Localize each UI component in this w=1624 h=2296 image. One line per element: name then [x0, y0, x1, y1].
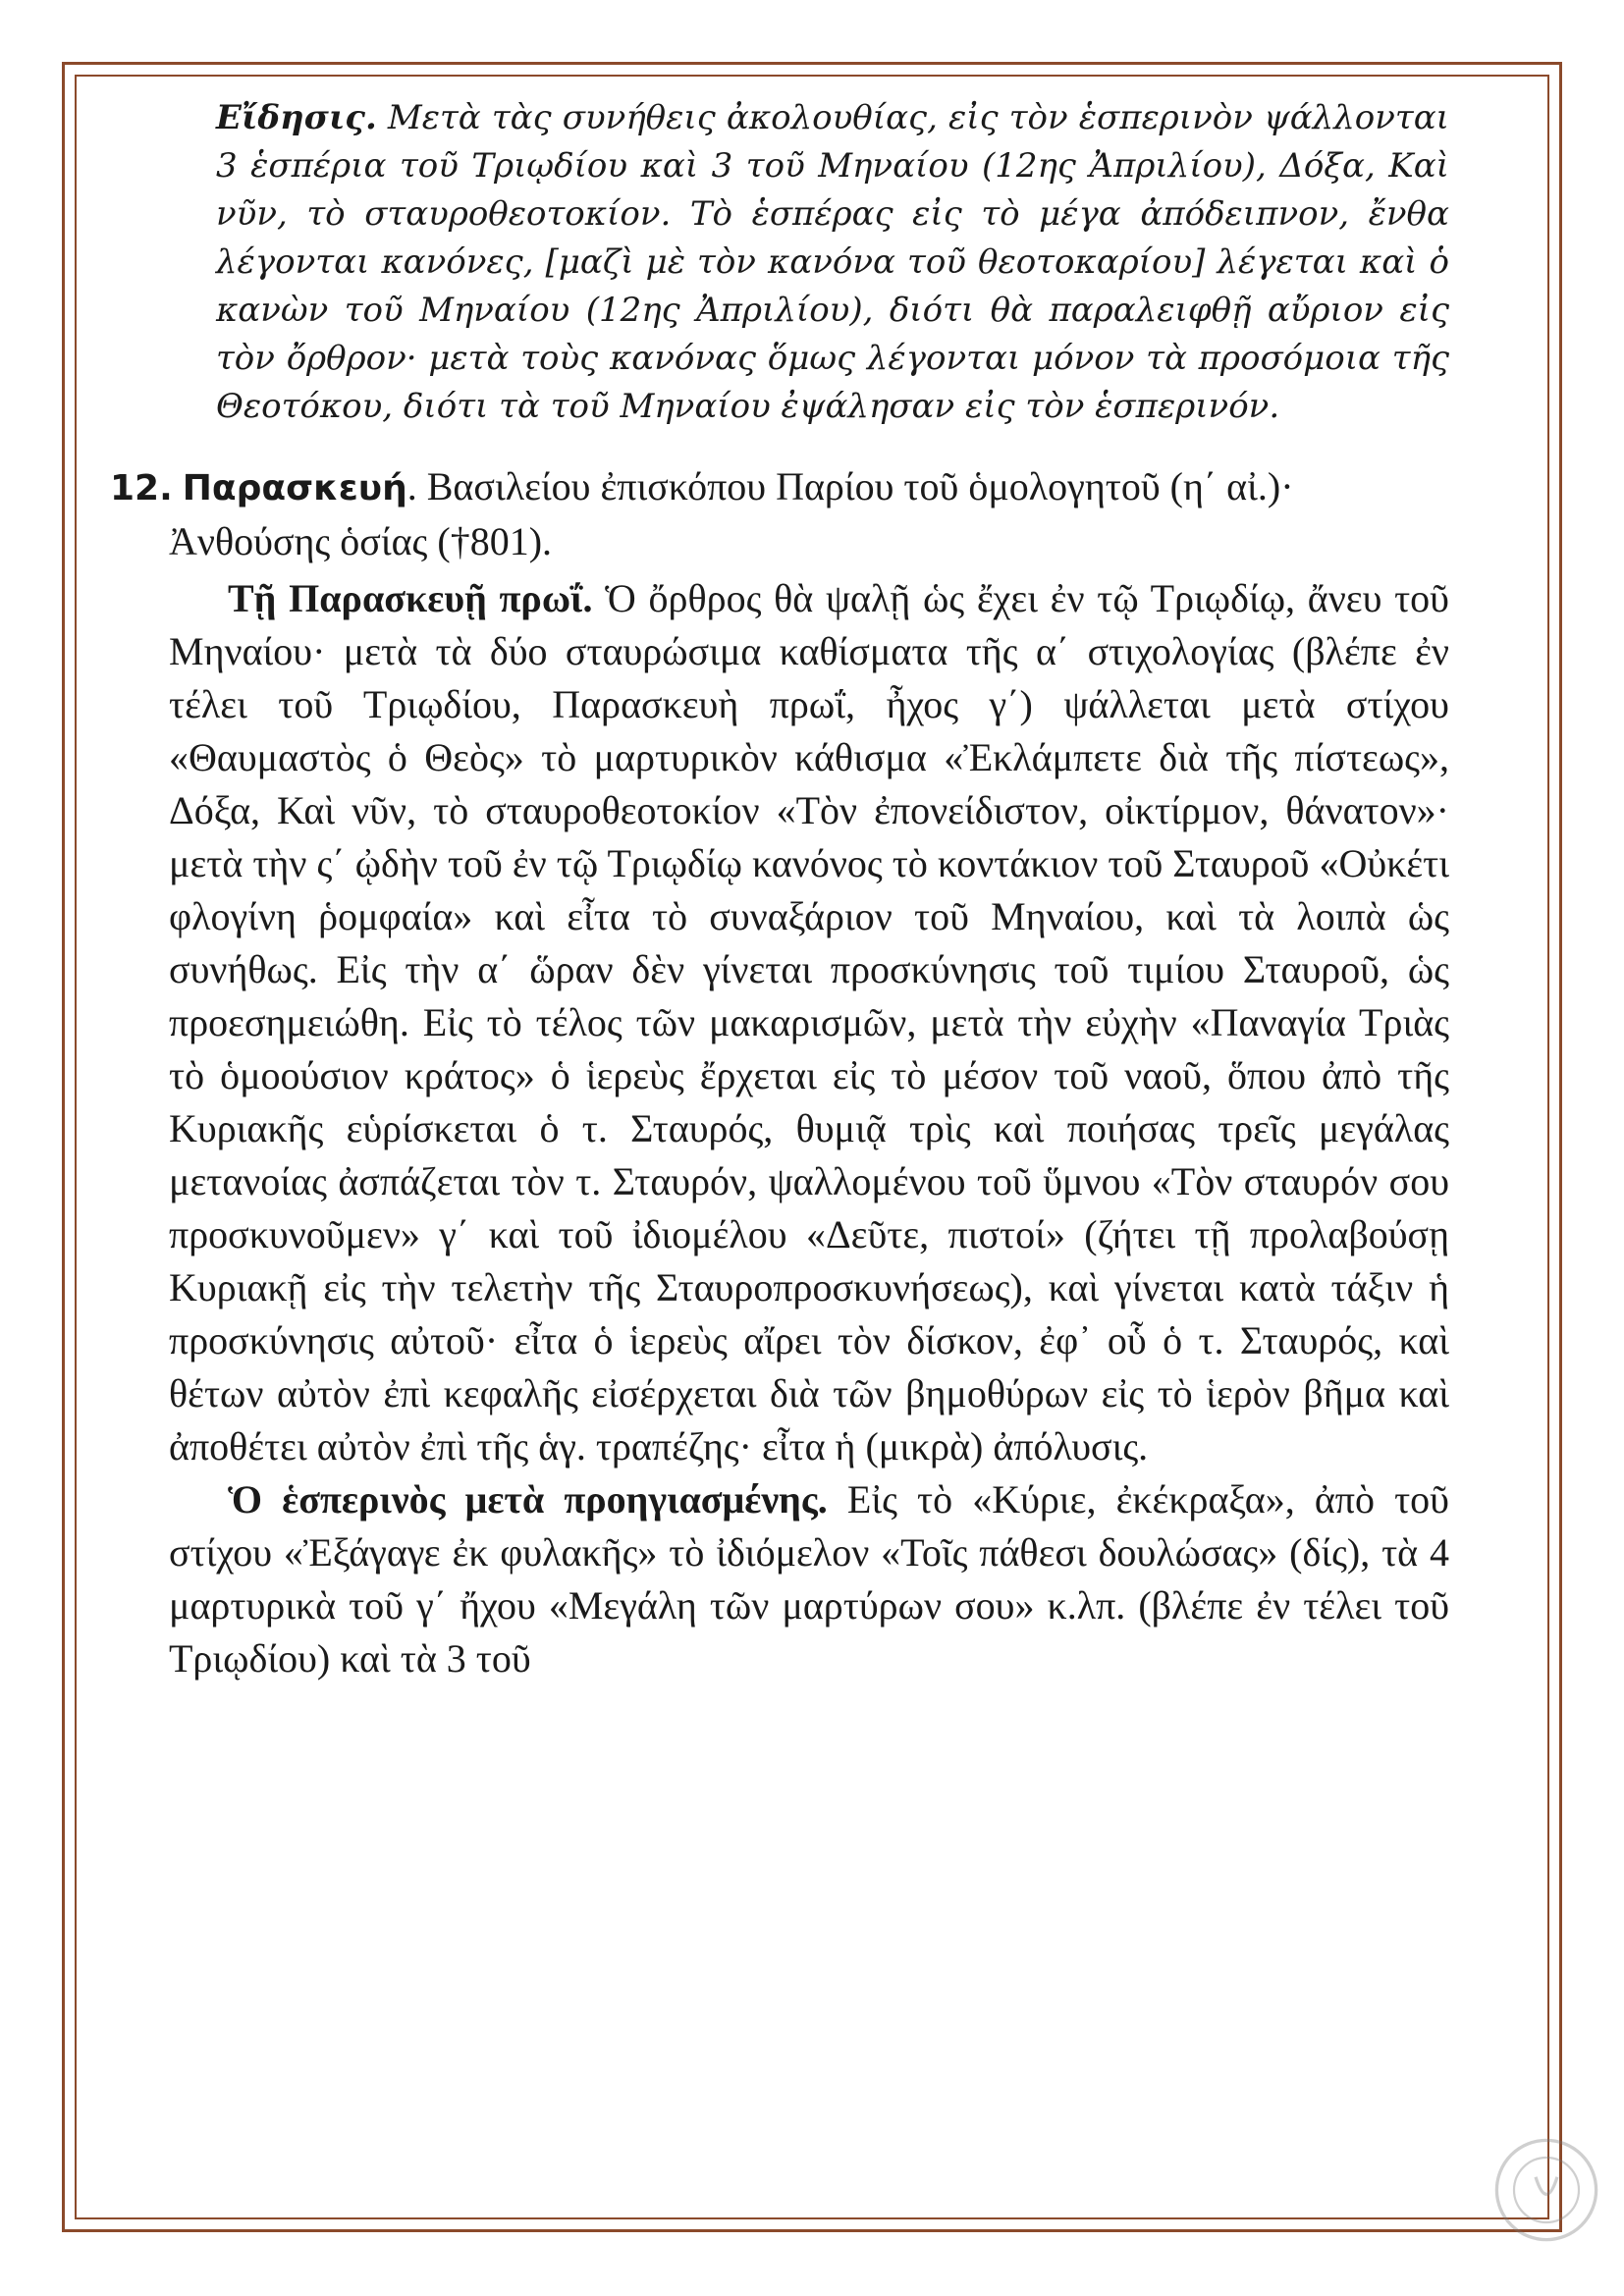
entry-heading [110, 460, 1449, 568]
notice-text: Μετὰ τὰς συνήθεις ἀκολουθίας, εἰς τὸν ἑσπερινὸν ψάλλονται 3 ἑσπέρια τοῦ Τριῳδίου καὶ 3 τοῦ Μηναίου (12ης Ἀπριλίου), Δόξα, Καὶ νῦν, τὸ σταυροθεοτοκίον. Τὸ ἑσπέρας εἰς τὸ μέγα ἀπόδειπνον, ἔνθα λέγονται κανόνες, [μαζὶ μὲ τὸν κανόνα τοῦ θεοτοκαρίου] λέγεται καὶ ὁ κανὼν τοῦ Μηναίου (12ης Ἀπριλίου), διότι θὰ παραλειφθῇ αὔριον εἰς τὸν ὄρθρον· μετὰ τοὺς κανόνας ὅμως λέγονται μόνον τὰ προσόμοια τῆς Θεοτόκου, διότι τὰ τοῦ Μηναίου ἐψάλησαν εἰς τὸν ἑσπερινόν. [216, 98, 1449, 426]
vespers-text: Εἰς τὸ «Κύριε, ἐκέκραξα», ἀπὸ τοῦ στίχου «Ἐξάγαγε ἐκ φυλακῆς» τὸ ἰδιόμελον «Τοῖς πάθεσι δουλώσας» (δίς), τὰ 4 μαρτυρικὰ τοῦ γ΄ ἤχου «Μεγάλη τῶν μαρτύρων σου» κ.λπ. (βλέπε ἐν τέλει τοῦ Τριῳδίου) καὶ τὰ 3 τοῦ [169, 1477, 1449, 1681]
vespers-paragraph [169, 1473, 1449, 1685]
stamp-seal-icon [1492, 2136, 1600, 2244]
entry-number: 12. [110, 468, 173, 508]
orthros-lead: Τῇ Παρασκευῇ πρωΐ. [228, 576, 593, 620]
orthros-paragraph [169, 572, 1449, 1473]
entry-day: Παρασκευή [182, 468, 407, 508]
page-content [110, 94, 1449, 1685]
entry-text: . Βασιλείου ἐπισκόπου Παρίου τοῦ ὁμολογητοῦ (η΄ αἰ.)· Ἀνθούσης ὁσίας (†801). [169, 464, 1294, 563]
vespers-lead: Ὁ ἑσπερινὸς μετὰ προηγιασμένης. [228, 1477, 828, 1522]
notice-paragraph [216, 94, 1449, 431]
orthros-text: Ὁ ὄρθρος θὰ ψαλῇ ὡς ἔχει ἐν τῷ Τριῳδίῳ, ἄνευ τοῦ Μηναίου· μετὰ τὰ δύο σταυρώσιμα καθίσματα τῆς α΄ στιχολογίας (βλέπε ἐν τέλει τοῦ Τριῳδίου, Παρασκευὴ πρωΐ, ἦχος γ΄) ψάλλεται μετὰ στίχου «Θαυμαστὸς ὁ Θεὸς» τὸ μαρτυρικὸν κάθισμα «Ἐκλάμπετε διὰ τῆς πίστεως», Δόξα, Καὶ νῦν, τὸ σταυροθεοτοκίον «Τὸν ἐπονείδιστον, οἰκτίρμον, θάνατον»· μετὰ τὴν ς΄ ᾠδὴν τοῦ ἐν τῷ Τριῳδίῳ κανόνος τὸ κοντάκιον τοῦ Σταυροῦ «Οὐκέτι φλογίνη ῥομφαία» καὶ εἶτα τὸ συναξάριον τοῦ Μηναίου, καὶ τὰ λοιπὰ ὡς συνήθως. Εἰς τὴν α΄ ὥραν δὲν γίνεται προσκύνησις τοῦ τιμίου Σταυροῦ, ὡς προεσημειώθη. Εἰς τὸ τέλος τῶν μακαρισμῶν, μετὰ τὴν εὐχὴν «Παναγία Τριὰς τὸ ὁμοούσιον κράτος» ὁ ἱερεὺς ἔρχεται εἰς τὸ μέσον τοῦ ναοῦ, ὅπου ἀπὸ τῆς Κυριακῆς εὑρίσκεται ὁ τ. Σταυρός, θυμιᾷ τρὶς καὶ ποιήσας τρεῖς μεγάλας μετανοίας ἀσπάζεται τὸν τ. Σταυρόν, ψαλλομένου τοῦ ὕμνου «Τὸν σταυρόν σου προσκυνοῦμεν» γ΄ καὶ τοῦ ἰδιομέλου «Δεῦτε, πιστοί» (ζήτει τῇ προλαβούσῃ Κυριακῇ εἰς τὴν τελετὴν τῆς Σταυροπροσκυνήσεως), καὶ γίνεται κατὰ τάξιν ἡ προσκύνησις αὐτοῦ· εἶτα ὁ ἱερεὺς αἴρει τὸν δίσκον, ἐφ᾽ οὗ ὁ τ. Σταυρός, καὶ θέτων αὐτὸν ἐπὶ κεφαλῆς εἰσέρχεται διὰ τῶν βημοθύρων εἰς τὸ ἱερὸν βῆμα καὶ ἀποθέτει αὐτὸν ἐπὶ τῆς ἁγ. τραπέζης· εἶτα ἡ (μικρὰ) ἀπόλυσις. [169, 576, 1449, 1468]
notice-lead: Εἴδησις. [216, 98, 377, 137]
